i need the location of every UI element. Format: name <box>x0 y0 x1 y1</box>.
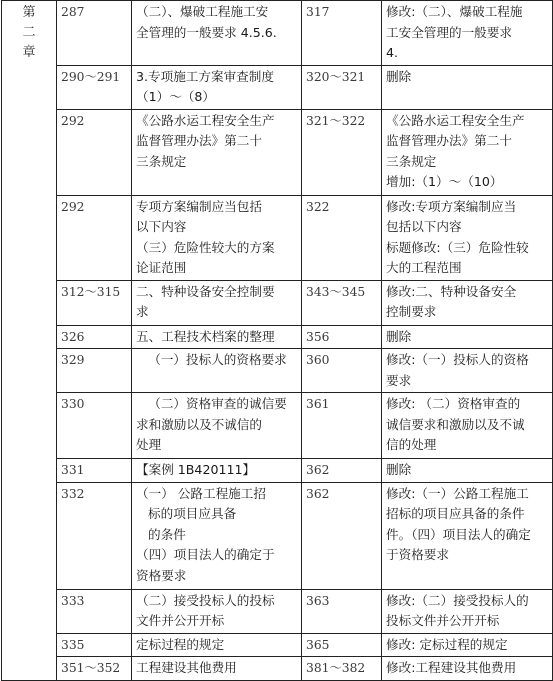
old-content-line: 定标过程的规定 <box>136 636 225 652</box>
new-page-cell: 343～345 <box>302 280 382 325</box>
table-row <box>2 325 553 349</box>
chapter-char: 章 <box>22 45 36 60</box>
old-content-line: （二）、爆破工程施工安 <box>136 4 269 19</box>
old-content-line: （二）接受投标人的投标 <box>136 592 275 608</box>
new-page-cell: 361 <box>302 393 382 459</box>
new-content-line: 包括以下内容 <box>386 219 462 234</box>
old-content-line: 以下内容 <box>136 219 187 234</box>
new-page-cell: 381～382 <box>302 657 382 681</box>
chapter-cell <box>2 1 57 681</box>
old-content-cell <box>132 393 302 459</box>
new-content-line: 4. <box>386 45 399 60</box>
new-content-line: 增加:（1）～（10） <box>386 174 503 189</box>
table-row <box>2 482 553 589</box>
new-content-cell <box>382 459 553 483</box>
table-row <box>2 280 553 325</box>
revision-table <box>1 0 553 681</box>
new-content-line: 修改:（一）投标人的资格 <box>386 352 529 367</box>
new-content-line: 删除 <box>386 68 412 84</box>
old-content-line: （一） 公路工程施工招 <box>136 485 266 501</box>
old-content-line: 【案例 1B420111】 <box>136 462 256 477</box>
new-content-line: 修改:专项方案编制应当 <box>386 198 517 214</box>
old-content-cell <box>132 633 302 657</box>
old-page-cell: 335 <box>57 633 132 657</box>
old-content-cell <box>132 325 302 349</box>
old-content-line: 《公路水运工程安全生产 <box>136 112 275 128</box>
new-content-cell <box>382 589 553 633</box>
old-page-cell: 332 <box>57 482 132 589</box>
table-row <box>2 459 553 483</box>
old-content-cell <box>132 109 302 195</box>
old-content-cell <box>132 657 302 681</box>
old-page-cell: 292 <box>57 109 132 195</box>
old-content-line: 资格要求 <box>136 567 187 583</box>
new-content-cell <box>382 65 553 109</box>
old-content-line: 五、工程技术档案的整理 <box>136 328 275 344</box>
old-content-line: 的条件 <box>148 526 186 542</box>
table-row <box>2 65 553 109</box>
new-content-line: 修改:（二）、爆破工程施 <box>386 4 523 19</box>
new-page-cell: 317 <box>302 1 382 66</box>
new-content-line: 删除 <box>386 462 412 477</box>
new-content-line: 修改:二、特种设备安全 <box>386 283 517 299</box>
new-content-line: 三条规定 <box>386 153 437 169</box>
new-content-line: 诚信要求和激励以及不诚 <box>386 416 525 432</box>
new-content-cell <box>382 633 553 657</box>
new-page-cell: 360 <box>302 349 382 393</box>
new-content-line: 大的工程范围 <box>386 260 462 275</box>
new-content-line: 招标的项目应具备的条件 <box>386 506 525 521</box>
chapter-char: 二 <box>22 25 36 40</box>
new-content-line: 投标文件并公开开标 <box>386 613 500 628</box>
old-content-cell <box>132 280 302 325</box>
old-content-line: 求 <box>136 304 149 319</box>
new-content-cell <box>382 349 553 393</box>
new-page-cell: 320～321 <box>302 65 382 109</box>
old-page-cell: 333 <box>57 589 132 633</box>
new-content-cell <box>382 1 553 66</box>
table-row <box>2 633 553 657</box>
old-content-line: 文件并公开开标 <box>136 613 225 628</box>
new-page-cell: 362 <box>302 459 382 483</box>
old-content-line: 求和激励以及不诚信的 <box>136 416 262 432</box>
new-content-line: 修改: （二）资格审查的 <box>386 396 521 411</box>
old-page-cell: 351～352 <box>57 657 132 681</box>
old-content-line: 监督管理办法》第二十 <box>136 133 262 148</box>
old-content-cell <box>132 1 302 66</box>
old-page-cell: 330 <box>57 393 132 459</box>
new-content-line: 监督管理办法》第二十 <box>386 133 512 148</box>
old-page-cell: 287 <box>57 1 132 66</box>
old-content-cell <box>132 349 302 393</box>
old-page-cell: 326 <box>57 325 132 349</box>
new-content-cell <box>382 109 553 195</box>
new-content-line: 要求 <box>386 372 412 388</box>
old-content-line: 三条规定 <box>136 153 187 169</box>
old-page-cell: 292 <box>57 195 132 280</box>
new-page-cell: 365 <box>302 633 382 657</box>
new-content-cell <box>382 482 553 589</box>
table-row <box>2 109 553 195</box>
new-content-cell <box>382 325 553 349</box>
new-content-line: 删除 <box>386 328 412 344</box>
new-content-line: 《公路水运工程安全生产 <box>386 112 525 128</box>
old-content-line: 专项方案编制应当包括 <box>136 198 262 214</box>
table-row <box>2 1 553 66</box>
old-content-line: 全管理的一般要求 4.5.6. <box>136 24 277 40</box>
new-page-cell: 363 <box>302 589 382 633</box>
new-content-line: 标题修改:（三）危险性较 <box>386 239 529 255</box>
old-content-cell <box>132 482 302 589</box>
new-content-line: 修改:（二）接受投标人的 <box>386 592 529 608</box>
old-page-cell: 312～315 <box>57 280 132 325</box>
old-content-line: （三）危险性较大的方案 <box>136 239 275 255</box>
old-page-cell: 329 <box>57 349 132 393</box>
old-content-line: 二、特种设备安全控制要 <box>136 283 275 299</box>
old-content-cell <box>132 195 302 280</box>
new-content-line: 修改:（一）公路工程施工 <box>386 485 529 501</box>
new-content-cell <box>382 195 553 280</box>
old-content-line: 处理 <box>136 437 162 452</box>
new-content-line: 于资格要求 <box>386 547 449 562</box>
table-row <box>2 589 553 633</box>
old-content-line: 3.专项施工方案审查制度 <box>136 68 274 84</box>
old-content-line: （1）～（8） <box>136 89 215 104</box>
old-content-line: 论证范围 <box>136 260 187 275</box>
old-content-line: （二）资格审查的诚信要 <box>148 396 287 411</box>
new-content-line: 信的处理 <box>386 437 437 452</box>
old-page-cell: 331 <box>57 459 132 483</box>
new-content-line: 修改:工程建设其他费用 <box>386 660 517 675</box>
table-row <box>2 657 553 681</box>
old-content-line: （四）项目法人的确定于 <box>136 547 275 562</box>
table-row <box>2 349 553 393</box>
old-content-cell <box>132 589 302 633</box>
old-content-cell <box>132 459 302 483</box>
old-content-cell <box>132 65 302 109</box>
table-row <box>2 195 553 280</box>
new-content-cell <box>382 280 553 325</box>
new-page-cell: 362 <box>302 482 382 589</box>
new-content-cell <box>382 393 553 459</box>
table-row <box>2 393 553 459</box>
new-content-line: 控制要求 <box>386 304 437 319</box>
old-content-line: 工程建设其他费用 <box>136 660 237 675</box>
new-page-cell: 356 <box>302 325 382 349</box>
new-content-cell <box>382 657 553 681</box>
new-content-line: 件。（四）项目法人的确定 <box>386 526 531 542</box>
old-content-line: 标的项目应具备 <box>148 506 237 521</box>
new-content-line: 工安全管理的一般要求 <box>386 24 512 40</box>
new-page-cell: 321～322 <box>302 109 382 195</box>
old-page-cell: 290～291 <box>57 65 132 109</box>
old-content-line: （一）投标人的资格要求 <box>148 352 287 367</box>
chapter-char: 第 <box>22 5 36 20</box>
new-page-cell: 322 <box>302 195 382 280</box>
new-content-line: 修改: 定标过程的规定 <box>386 636 508 652</box>
